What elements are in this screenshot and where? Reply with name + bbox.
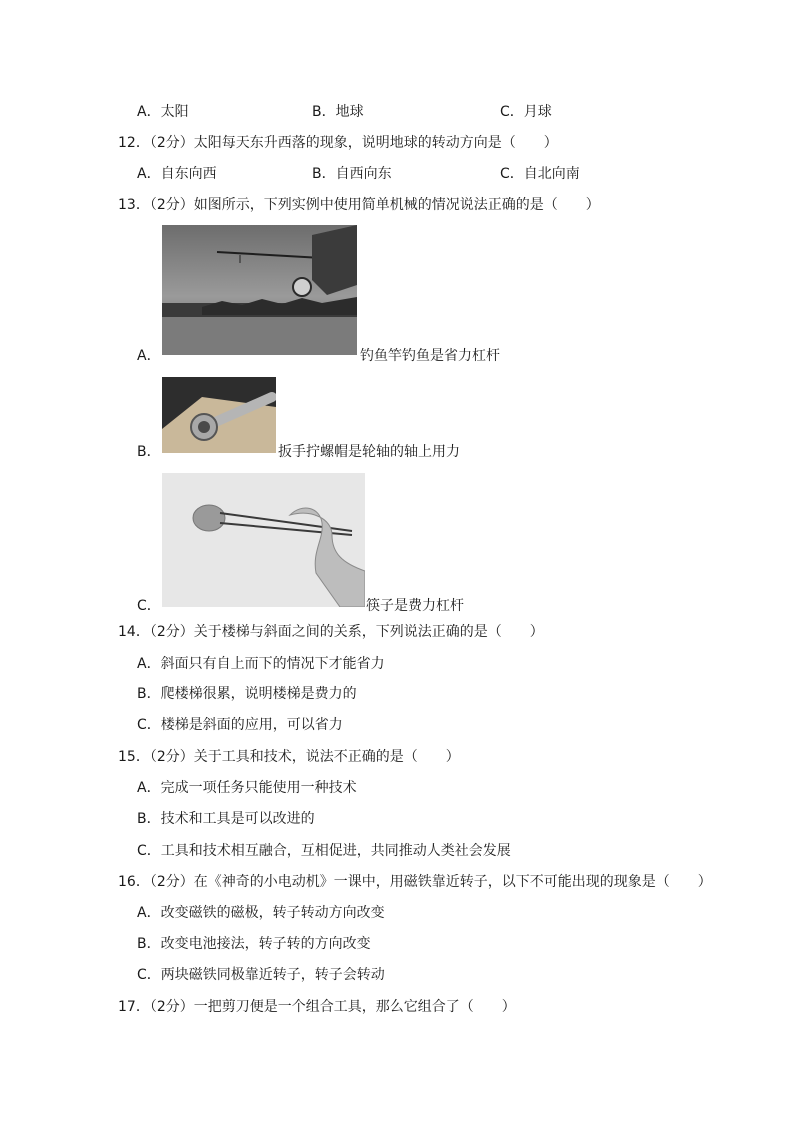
q13-option-b-caption: 扳手拧螺帽是轮轴的轴上用力 bbox=[278, 444, 460, 460]
q16-option-b: B．改变电池接法，转子转的方向改变 bbox=[137, 936, 371, 952]
q17-stem: 17．（2分）一把剪刀便是一个组合工具，那么它组合了（ ） bbox=[118, 999, 516, 1015]
q13-option-a-caption: 钓鱼竿钓鱼是省力杠杆 bbox=[360, 348, 500, 364]
q13-stem: 13．（2分）如图所示，下列实例中使用简单机械的情况说法正确的是（ ） bbox=[118, 197, 600, 213]
q11-option-a: A．太阳 bbox=[137, 104, 189, 120]
fishing-rod-photo bbox=[162, 225, 357, 355]
wrench-photo bbox=[162, 377, 276, 453]
q13-option-c-label: C． bbox=[137, 598, 161, 614]
chopsticks-photo bbox=[162, 473, 365, 607]
q15-option-c: C．工具和技术相互融合，互相促进，共同推动人类社会发展 bbox=[137, 843, 511, 859]
q16-option-a: A．改变磁铁的磁极，转子转动方向改变 bbox=[137, 905, 385, 921]
q13-option-b-label: B． bbox=[137, 444, 161, 460]
q15-option-a: A．完成一项任务只能使用一种技术 bbox=[137, 780, 357, 796]
q11-option-c: C．月球 bbox=[500, 104, 552, 120]
q13-option-c-caption: 筷子是费力杠杆 bbox=[366, 598, 464, 614]
q11-option-b: B．地球 bbox=[312, 104, 364, 120]
q16-stem: 16．（2分）在《神奇的小电动机》一课中，用磁铁靠近转子，以下不可能出现的现象是（ ） bbox=[118, 874, 712, 890]
q14-option-c: C．楼梯是斜面的应用，可以省力 bbox=[137, 717, 343, 733]
q15-option-b: B．技术和工具是可以改进的 bbox=[137, 811, 315, 827]
q16-option-c: C．两块磁铁同极靠近转子，转子会转动 bbox=[137, 967, 385, 983]
q13-option-a-label: A． bbox=[137, 348, 161, 364]
q12-stem: 12．（2分）太阳每天东升西落的现象，说明地球的转动方向是（ ） bbox=[118, 135, 558, 151]
q15-stem: 15．（2分）关于工具和技术，说法不正确的是（ ） bbox=[118, 749, 460, 765]
q12-option-c: C．自北向南 bbox=[500, 166, 580, 182]
q14-option-b: B．爬楼梯很累，说明楼梯是费力的 bbox=[137, 686, 357, 702]
q14-option-a: A．斜面只有自上而下的情况下才能省力 bbox=[137, 656, 385, 672]
q12-option-a: A．自东向西 bbox=[137, 166, 217, 182]
q14-stem: 14．（2分）关于楼梯与斜面之间的关系，下列说法正确的是（ ） bbox=[118, 624, 544, 640]
q12-option-b: B．自西向东 bbox=[312, 166, 392, 182]
